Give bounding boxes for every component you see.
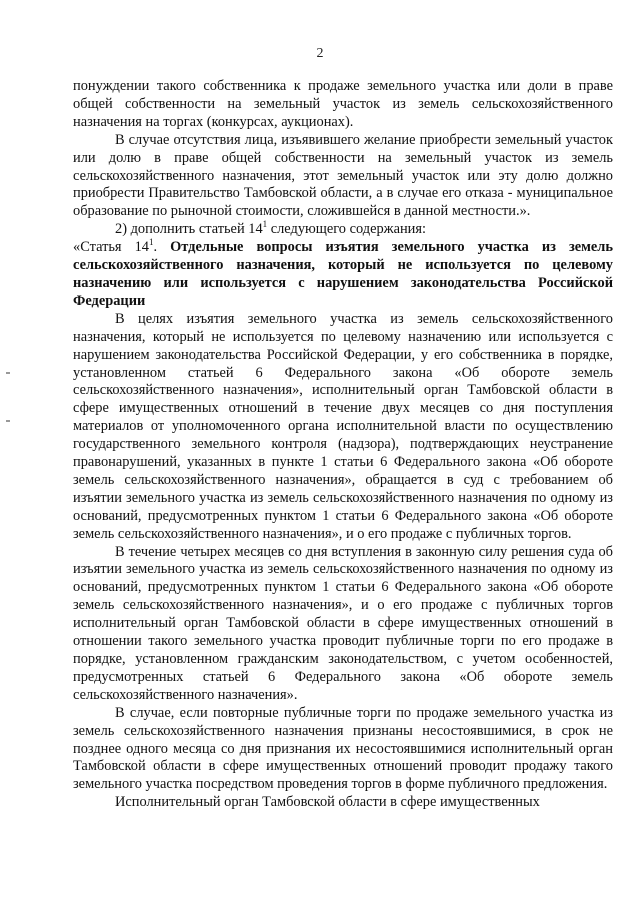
paragraph-amendment-item xyxy=(73,221,613,239)
page-number: 2 xyxy=(316,46,324,61)
superscript: 1 xyxy=(148,237,154,248)
paragraph: В случае, если повторные публичные торги по продаже земельного участка из земель сельскохозяйственного назначения признаны несостоявшимися, в срок не позднее одного месяца со дня признания их несостоявшимися исполнительный орган Тамбовской области в сфере имущественных отношений проводит продажу такого земельного участка посредством проведения торгов в форме публичного предложения. xyxy=(73,704,613,793)
paragraph: В течение четырех месяцев со дня вступления в законную силу решения суда об изъятии земельного участка из земель сельскохозяйственного назначения по одному из оснований, предусмотренных пунктом 1 статьи 6 Федерального закона «Об обороте земель сельскохозяйственного назначения», и о его продаже с публичных торгов исполнительный орган Тамбовской области в сфере имущественных отношений в отношении такого земельного участка проводит публичные торги по его продаже в порядке, установленном гражданским законодательством, с учетом особенностей, предусмотренных статьей 6 Федерального закона «Об обороте земель сельскохозяйственного назначения». xyxy=(73,543,613,703)
paragraph: В целях изъятия земельного участка из земель сельскохозяйственного назначения, который не используется по целевому назначению или используется с нарушением законодательства Российской Федерации, у его собственника в порядке, установленном статьей 6 Федерального закона «Об обороте земель сельскохозяйственного назначения», исполнительный орган Тамбовской области в сфере имущественных отношений в течение двух месяцев со дня поступления материалов от уполномоченного органа исполнительной власти по осуществлению государственного земельного контроля (надзора), подтверждающих неустранение правонарушений, указанных в пункте 1 статьи 6 Федерального закона «Об обороте земель сельскохозяйственного назначения», обращается в суд с требованием об изъятии земельного участка из земель сельскохозяйственного назначения по одному из оснований, предусмотренных пунктом 1 статьи 6 Федерального закона «Об обороте земель сельскохозяйственного назначения», и о его продаже с публичных торгов. xyxy=(73,310,613,542)
paragraph-text: следующего содержания: xyxy=(267,221,426,238)
superscript: 1 xyxy=(262,219,268,230)
paragraph: В случае отсутствия лица, изъявившего желание приобрести земельный участок или долю в праве общей собственности на земельный участок из земель сельскохозяйственного назначения, этот земельный участок или эту долю должно приобрести Правительство Тамбовской области, а в случае его отказа - муниципальное образование по рыночной стоимости, сложившейся в данной местности.». xyxy=(73,131,613,220)
paragraph: Исполнительный орган Тамбовской области в сфере имущественных xyxy=(115,794,540,811)
article-heading xyxy=(73,239,613,311)
paragraph-text: 2) дополнить статьей 14 xyxy=(115,221,263,238)
scan-margin-mark xyxy=(6,372,10,374)
document-body xyxy=(73,78,613,812)
article-prefix: «Статья 14 xyxy=(73,239,149,256)
article-title: Отдельные вопросы изъятия земельного участка из земель сельскохозяйственного назначения, который не используется по целевому назначению или используется с нарушением законодательства Российской Федерации xyxy=(73,239,613,309)
paragraph: понуждении такого собственника к продаже земельного участка или доли в праве общей собственности на земельный участок из земель сельскохозяйственного назначения на торгах (конкурсах, аукционах). xyxy=(73,78,613,130)
article-prefix: . xyxy=(153,239,171,256)
scan-margin-mark xyxy=(6,420,10,422)
